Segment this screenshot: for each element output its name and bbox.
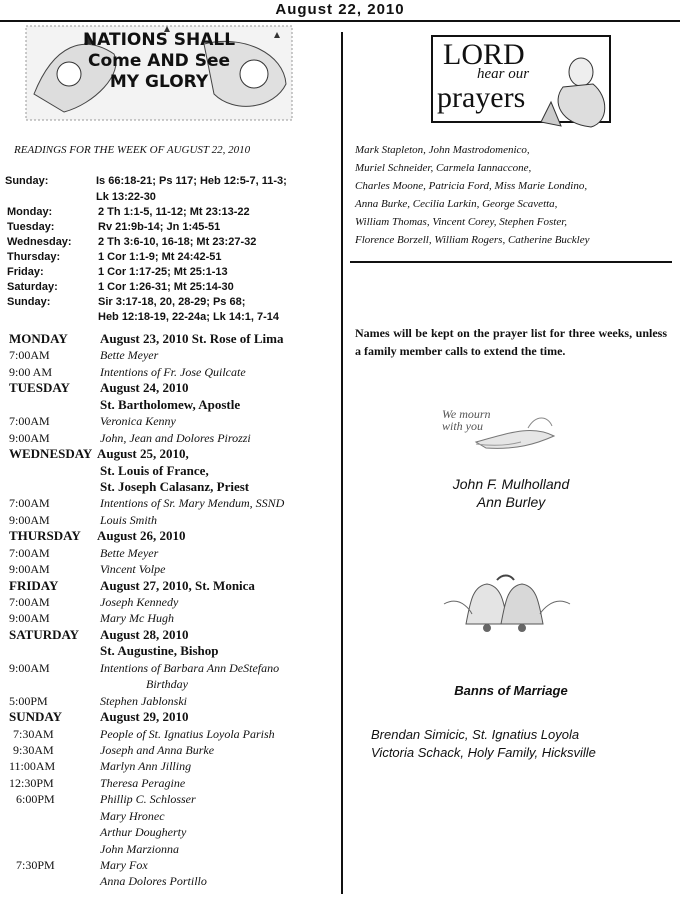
reading-row xyxy=(7,220,337,235)
reading-day: Monday: xyxy=(7,206,53,218)
mass-schedule xyxy=(9,331,339,890)
wedding-bells-graphic xyxy=(442,574,572,642)
mass-day-row xyxy=(9,463,339,479)
mass-day-name: SATURDAY xyxy=(9,626,80,642)
mourned-name-1: John F. Mulholland xyxy=(452,476,570,492)
mass-day-detail: St. Augustine, Bishop xyxy=(100,643,219,659)
mass-intention-row xyxy=(9,726,339,742)
reading-citation: 1 Cor 1:17-25; Mt 25:1-13 xyxy=(98,266,228,278)
mass-intention-row xyxy=(9,495,339,511)
reading-row xyxy=(7,310,337,325)
reading-day: Wednesday: xyxy=(7,236,72,248)
mass-day-name: FRIDAY xyxy=(9,577,59,593)
mass-day-row xyxy=(9,528,339,544)
mass-day-detail: St. Bartholomew, Apostle xyxy=(100,396,241,412)
nations-logo-text: NATIONS SHALL Come AND See MY GLORY xyxy=(82,30,236,92)
mass-day-row xyxy=(9,380,339,396)
mass-intention: Marlyn Ann Jilling xyxy=(100,759,192,774)
mass-intention-row xyxy=(9,364,339,380)
prayer-list-line: Anna Burke, Cecilia Larkin, George Scavetta, xyxy=(355,198,558,210)
logo-prayers: prayers xyxy=(437,81,526,114)
mass-day-detail: August 24, 2010 xyxy=(100,380,189,396)
mass-time: 7:00AM xyxy=(9,545,50,560)
mass-intention-row xyxy=(9,791,339,807)
mass-intention: People of St. Ignatius Loyola Parish xyxy=(100,726,275,741)
mass-day-row xyxy=(9,627,339,643)
we-mourn-graphic xyxy=(436,404,556,454)
mass-day-row xyxy=(9,709,339,725)
mass-intention: Phillip C. Schlosser xyxy=(100,792,196,807)
prayer-list-note: Names will be kept on the prayer list for three weeks, unless a family member calls to extend the time. xyxy=(355,326,667,358)
mass-intention-row xyxy=(9,347,339,363)
mass-time: 9:00AM xyxy=(9,611,50,626)
mass-day-name: SUNDAY xyxy=(9,709,62,725)
header-rule xyxy=(0,20,680,22)
mass-intention: Joseph and Anna Burke xyxy=(100,742,215,757)
mass-day-detail: August 25, 2010, xyxy=(97,446,189,462)
reading-day: Sunday: xyxy=(7,296,51,308)
mass-intention-row xyxy=(9,413,339,429)
mass-time: 7:00AM xyxy=(9,414,50,429)
nations-logo xyxy=(24,24,294,122)
mass-intention-row xyxy=(9,561,339,577)
mass-time: 9:00AM xyxy=(9,562,50,577)
mass-time: 9:00AM xyxy=(9,660,50,675)
mass-time: 9:00AM xyxy=(9,512,50,527)
readings-list xyxy=(7,174,337,325)
reading-day: Saturday: xyxy=(7,281,58,293)
mass-intention-row xyxy=(9,857,339,873)
mass-time: 7:00AM xyxy=(9,595,50,609)
prayer-list xyxy=(355,141,675,249)
reading-row xyxy=(7,280,337,295)
mass-intention-row xyxy=(9,512,339,528)
reading-row xyxy=(7,265,337,280)
prayer-list-line: Charles Moone, Patricia Ford, Miss Marie Londino, xyxy=(355,180,588,192)
mass-time: 12:30PM xyxy=(9,775,54,790)
mass-time: 9:30AM xyxy=(13,742,54,757)
reading-citation: Is 66:18-21; Ps 117; Heb 12:5-7, 11-3; xyxy=(96,175,287,187)
reading-row xyxy=(7,295,337,310)
mass-day-detail: August 29, 2010 xyxy=(100,709,189,725)
mass-day-detail: St. Louis of France, xyxy=(100,462,209,478)
prayer-list-line: Mark Stapleton, John Mastrodomenico, xyxy=(355,144,530,156)
reading-row xyxy=(7,235,337,250)
prayer-list-line: William Thomas, Vincent Corey, Stephen Foster, xyxy=(355,216,568,228)
reading-row xyxy=(7,174,337,190)
mass-time: 7:00AM xyxy=(9,496,50,511)
mass-day-name: MONDAY xyxy=(9,331,68,346)
mass-day-name: WEDNESDAY xyxy=(9,446,93,462)
column-divider xyxy=(341,32,343,894)
reading-day: Sunday: xyxy=(5,175,49,187)
mourned-name-2: Ann Burley xyxy=(476,494,546,510)
reading-row xyxy=(7,190,337,205)
mass-intention-row xyxy=(9,775,339,791)
mass-intention: Arthur Dougherty xyxy=(100,825,187,840)
mass-time: 5:00PM xyxy=(9,693,48,708)
mass-intention: Louis Smith xyxy=(100,512,158,527)
mass-time: 7:00AM xyxy=(9,348,50,363)
reading-citation: 1 Cor 1:26-31; Mt 25:14-30 xyxy=(98,281,234,293)
reading-citation: 2 Th 3:6-10, 16-18; Mt 23:27-32 xyxy=(98,236,257,248)
prayer-list-line: Muriel Schneider, Carmela Iannaccone, xyxy=(355,162,532,174)
reading-citation: 2 Th 1:1-5, 11-12; Mt 23:13-22 xyxy=(98,206,250,218)
mass-intention: Joseph Kennedy xyxy=(100,595,179,609)
reading-citation: 1 Cor 1:1-9; Mt 24:42-51 xyxy=(98,251,222,263)
mass-intention: Veronica Kenny xyxy=(100,414,176,429)
mass-intention: Bette Meyer xyxy=(100,545,159,560)
mass-intention-row xyxy=(9,873,339,889)
reading-day: Tuesday: xyxy=(7,221,55,233)
we-mourn-text: We mourn with you xyxy=(442,407,491,433)
bulletin-date: August 22, 2010 xyxy=(275,1,405,18)
mass-intention: Theresa Peragine xyxy=(100,775,186,790)
mass-day-row xyxy=(9,643,339,659)
reading-citation: Heb 12:18-19, 22-24a; Lk 14:1, 7-14 xyxy=(98,311,279,323)
mass-intention-row xyxy=(9,545,339,561)
mass-time: 7:30AM xyxy=(13,726,54,741)
mass-intention-row xyxy=(9,841,339,857)
mass-intention-row xyxy=(9,594,339,610)
prayer-list-line: Florence Borzell, William Rogers, Catherine Buckley xyxy=(355,234,590,246)
lord-hear-our-prayers-logo xyxy=(431,32,612,128)
banns-line-1: Brendan Simicic, St. Ignatius Loyola xyxy=(371,727,580,742)
mass-intention: Bette Meyer xyxy=(100,348,159,363)
mass-intention: Intentions of Fr. Jose Quilcate xyxy=(100,364,246,379)
mass-intention: Intentions of Barbara Ann DeStefano xyxy=(100,660,280,675)
mass-intention: Anna Dolores Portillo xyxy=(100,874,207,889)
mass-intention: Birthday xyxy=(146,677,188,692)
wedding-bells-icon xyxy=(442,574,572,642)
mass-time: 9:00AM xyxy=(9,430,50,445)
mass-day-row xyxy=(9,578,339,594)
mass-intention-row xyxy=(9,676,339,692)
reading-row xyxy=(7,205,337,220)
mass-intention: Intentions of Sr. Mary Mendum, SSND xyxy=(100,496,285,511)
mass-intention-row xyxy=(9,610,339,626)
mass-day-row xyxy=(9,397,339,413)
mass-intention: John Marzionna xyxy=(100,841,179,856)
mass-day-row xyxy=(9,331,339,347)
reading-day: Friday: xyxy=(7,266,44,278)
mass-day-name: TUESDAY xyxy=(9,380,70,396)
mass-intention: John, Jean and Dolores Pirozzi xyxy=(100,430,251,445)
prayer-list-rule xyxy=(350,261,672,263)
mass-intention-row xyxy=(9,660,339,676)
reading-citation: Lk 13:22-30 xyxy=(96,191,156,203)
mass-day-detail: August 26, 2010 xyxy=(97,528,186,544)
logo-hear-our: hear our xyxy=(477,66,530,82)
mass-intention: Stephen Jablonski xyxy=(100,693,187,708)
mass-day-detail: August 23, 2010 St. Rose of Lima xyxy=(100,331,284,346)
reading-row xyxy=(7,250,337,265)
mass-intention-row xyxy=(9,808,339,824)
mass-time: 11:00AM xyxy=(9,759,56,774)
mass-intention-row xyxy=(9,742,339,758)
mass-day-name: THURSDAY xyxy=(9,528,81,544)
mass-day-detail: August 27, 2010, St. Monica xyxy=(100,577,255,593)
mass-day-row xyxy=(9,446,339,462)
logo-lord: LORD xyxy=(443,38,525,71)
mass-intention-row xyxy=(9,430,339,446)
reading-citation: Rv 21:9b-14; Jn 1:45-51 xyxy=(98,221,221,233)
mass-intention-row xyxy=(9,824,339,840)
mass-day-row xyxy=(9,479,339,495)
mass-intention: Mary Mc Hugh xyxy=(100,611,174,626)
readings-title: READINGS FOR THE WEEK OF AUGUST 22, 2010 xyxy=(14,144,251,156)
reading-citation: Sir 3:17-18, 20, 28-29; Ps 68; xyxy=(98,296,246,308)
mass-day-detail: August 28, 2010 xyxy=(100,626,189,642)
banns-line-2: Victoria Schack, Holy Family, Hicksville xyxy=(371,745,596,760)
banns-title: Banns of Marriage xyxy=(454,683,568,698)
mass-intention-row xyxy=(9,758,339,774)
reading-day: Thursday: xyxy=(7,251,61,263)
mass-intention: Mary Hronec xyxy=(100,808,165,823)
mass-intention: Vincent Volpe xyxy=(100,562,166,577)
mass-day-detail: St. Joseph Calasanz, Priest xyxy=(100,478,250,494)
mass-time: 6:00PM xyxy=(16,792,55,807)
mass-intention-row xyxy=(9,693,339,709)
mass-time: 7:30PM xyxy=(16,858,55,872)
mass-time: 9:00 AM xyxy=(9,364,53,379)
mass-intention: Mary Fox xyxy=(100,858,148,872)
